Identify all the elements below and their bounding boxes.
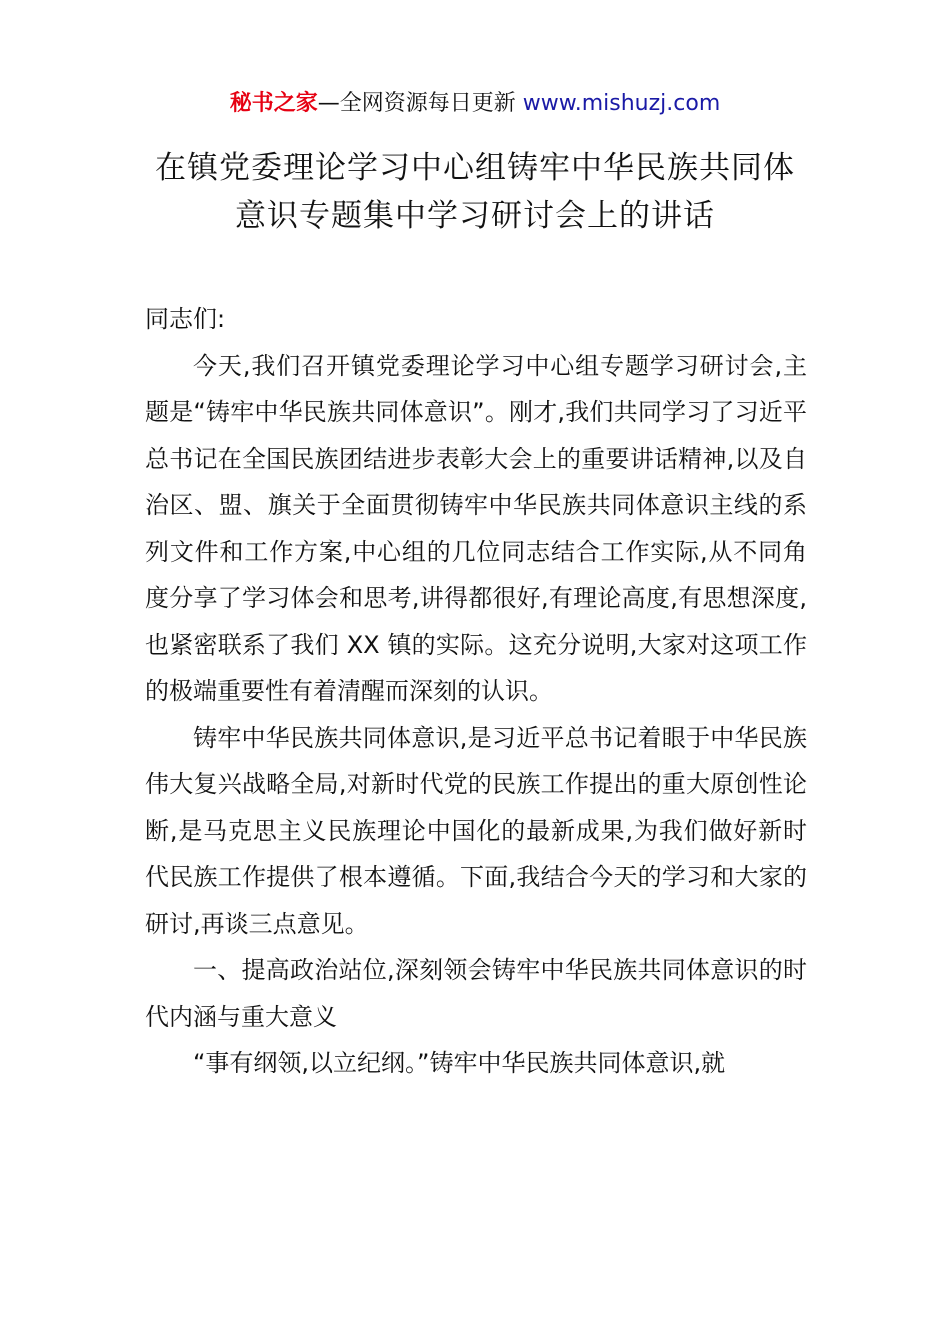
paragraph-2: 铸牢中华民族共同体意识,是习近平总书记着眼于中华民族伟大复兴战略全局,对新时代党的民族工作提出的重大原创性论断,是马克思主义民族理论中国化的最新成果,为我们做好新时代民族工作提供了根本遵循。下面,我结合今天的学习和大家的研讨,再谈三点意见。 (145, 723, 807, 938)
site-header (0, 88, 950, 120)
brand-name: 秘书之家 (229, 91, 318, 116)
header-tagline: —全网资源每日更新 (317, 91, 523, 116)
salutation: 同志们: (145, 305, 226, 333)
site-url-link[interactable]: www.mishuzj.com (522, 91, 721, 116)
paragraph-3: “事有纲领,以立纪纲。”铸牢中华民族共同体意识,就 (193, 1049, 726, 1077)
title-line-1: 在镇党委理论学习中心组铸牢中华民族共同体 (155, 150, 795, 186)
paragraph-1: 今天,我们召开镇党委理论学习中心组专题学习研讨会,主题是“铸牢中华民族共同体意识”。刚才,我们共同学习了习近平总书记在全国民族团结进步表彰大会上的重要讲话精神,以及自治区、盟、旗关于全面贯彻铸牢中华民族共同体意识主线的系列文件和工作方案,中心组的几位同志结合工作实际,从不同角度分享了学习体会和思考,讲得都很好,有理论高度,有思想深度,也紧密联系了我们 XX 镇的实际。这充分说明,大家对这项工作的极端重要性有着清醒而深刻的认识。 (145, 351, 807, 705)
document-title (0, 144, 950, 240)
section-heading-1: 一、提高政治站位,深刻领会铸牢中华民族共同体意识的时代内涵与重大意义 (145, 956, 807, 1031)
title-line-2: 意识专题集中学习研讨会上的讲话 (235, 198, 715, 234)
document-body (145, 296, 807, 1087)
